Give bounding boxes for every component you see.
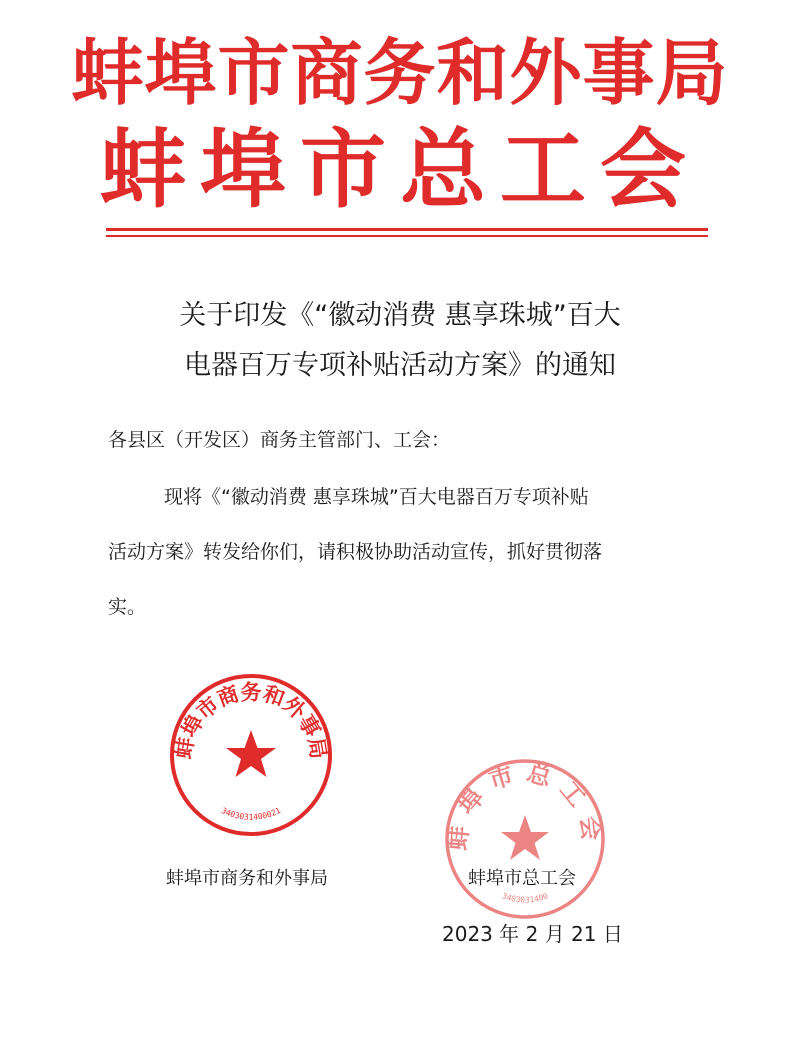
letterhead-line-2: 蚌埠市总工会	[100, 119, 700, 220]
salutation: 各县区（开发区）商务主管部门、工会：	[108, 429, 451, 451]
seal2-number: 3403031400	[500, 891, 550, 905]
body-paragraph-line-2: 活动方案》转发给你们，请积极协助活动宣传，抓好贯彻落	[108, 541, 603, 563]
svg-text:3403031400021	[220, 806, 282, 822]
body-paragraph-line-3: 实。	[108, 596, 147, 618]
body-paragraph-line-1: 现将《“徽动消费 惠享珠城”百大电器百万专项补贴	[164, 486, 589, 508]
signature-trade-union: 蚌埠市总工会	[468, 868, 576, 889]
seal2-arc-text: 蚌埠市总工会	[443, 757, 607, 852]
letterhead-rule-thin	[106, 235, 708, 237]
seal2-star-icon	[501, 815, 549, 860]
svg-text:3403031400	[501, 891, 550, 904]
issue-date: 2023 年 2 月 21 日	[442, 922, 623, 946]
seal1-star-icon	[226, 730, 276, 777]
seal1-arc-text: 蚌埠市商务和外事局	[170, 679, 332, 761]
letterhead-line-1: 蚌埠市商务和外事局	[71, 30, 729, 115]
official-seal-trade-union	[443, 757, 607, 921]
signature-commerce-bureau: 蚌埠市商务和外事局	[166, 868, 328, 889]
letterhead-rule-thick	[106, 228, 708, 231]
document-title-line-1: 关于印发《“徽动消费 惠享珠城”百大	[179, 300, 621, 331]
seal1-number: 3403031400021	[219, 805, 283, 822]
document-title-line-2: 电器百万专项补贴活动方案》的通知	[184, 350, 616, 381]
official-seal-commerce-bureau	[168, 672, 334, 838]
